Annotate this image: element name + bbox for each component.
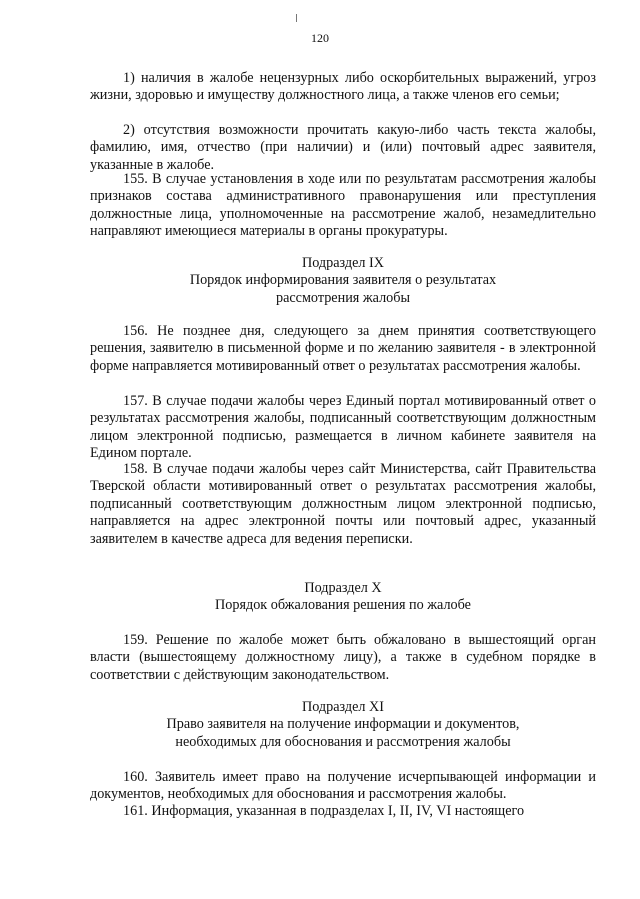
section-subtitle-line1: Право заявителя на получение информации и документов, bbox=[166, 716, 520, 733]
section-subtitle-line1: Порядок обжалования решения по жалобе bbox=[215, 597, 471, 614]
section-heading-xi bbox=[90, 699, 596, 751]
paragraph-157: 157. В случае подачи жалобы через Единый портал мотивированный ответ о результатах рассмотрения жалобы, подписанный соответствующим должностным лицом электронной подписью, размещается в личном кабинете заявителя на Едином портале. bbox=[90, 393, 596, 462]
paragraph-item-2: 2) отсутствия возможности прочитать какую-либо часть текста жалобы, фамилию, имя, отчество (при наличии) и (или) почтовый адрес заявителя, указанные в жалобе. bbox=[90, 122, 596, 173]
paragraph-158: 158. В случае подачи жалобы через сайт Министерства, сайт Правительства Тверской области мотивированный ответ о результатах рассмотрения жалобы, подписанный соответствующим должностным лицом электронной подписью, направляется на адрес электронной почты или почтовый адрес, указанный заявителем в качестве адреса для ведения переписки. bbox=[90, 461, 596, 547]
section-heading-x bbox=[90, 580, 596, 615]
section-heading-ix bbox=[90, 255, 596, 307]
paragraph-155: 155. В случае установления в ходе или по результатам рассмотрения жалобы признаков состава административного правонарушения или преступления должностные лица, уполномоченные на рассмотрение жалоб, незамедлительно направляют имеющиеся материалы в органы прокуратуры. bbox=[90, 171, 596, 240]
paragraph-159: 159. Решение по жалобе может быть обжаловано в вышестоящий орган власти (вышестоящему должностному лицу), а также в судебном порядке в соответствии с действующим законодательством. bbox=[90, 632, 596, 683]
page-number: 120 bbox=[311, 31, 329, 45]
section-title: Подраздел XI bbox=[301, 699, 384, 715]
section-title: Подраздел IX bbox=[301, 255, 384, 271]
section-subtitle-line2: необходимых для обоснования и рассмотрения жалобы bbox=[175, 733, 511, 750]
paragraph-161: 161. Информация, указанная в подразделах I, II, IV, VI настоящего bbox=[123, 803, 525, 819]
paragraph-item-1: 1) наличия в жалобе нецензурных либо оскорбительных выражений, угроз жизни, здоровью и имуществу должностного лица, а также членов его семьи; bbox=[90, 70, 596, 104]
scan-mark bbox=[296, 14, 297, 22]
paragraph-160: 160. Заявитель имеет право на получение исчерпывающей информации и документов, необходимых для обоснования и рассмотрения жалобы. bbox=[90, 769, 596, 803]
section-title: Подраздел X bbox=[304, 580, 382, 596]
paragraph-156: 156. Не позднее дня, следующего за днем принятия соответствующего решения, заявителю в письменной форме и по желанию заявителя - в электронной форме направляется мотивированный ответ о результатах рассмотрения жалобы. bbox=[90, 323, 596, 374]
section-subtitle-line1: Порядок информирования заявителя о результатах bbox=[189, 272, 497, 289]
section-subtitle-line2: рассмотрения жалобы bbox=[275, 289, 411, 306]
